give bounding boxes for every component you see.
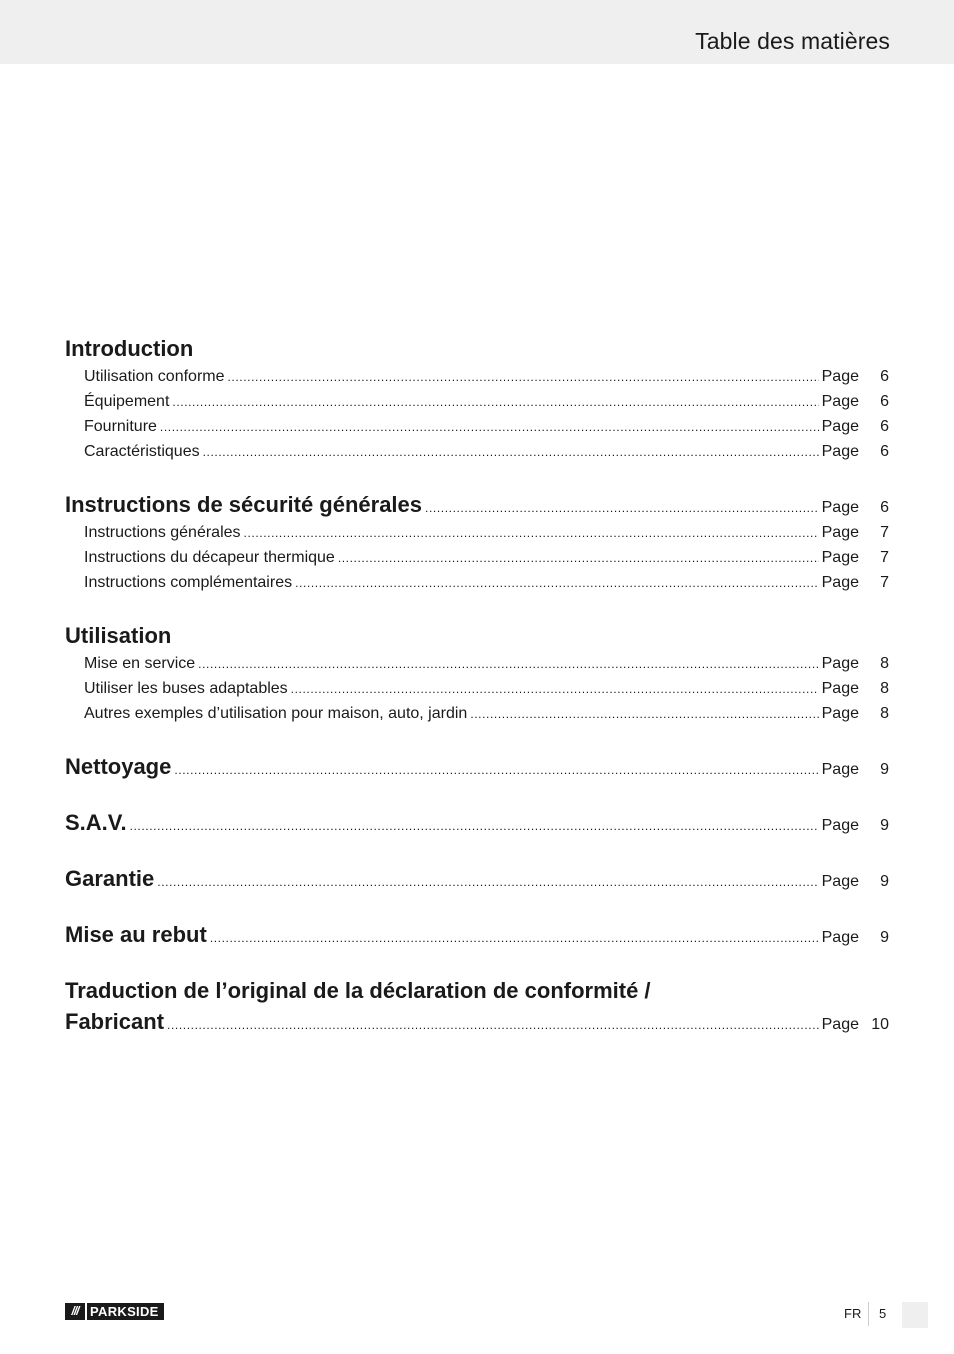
section-heading-row[interactable] [65, 751, 889, 782]
page-word: Page [821, 761, 859, 778]
table-of-contents [65, 333, 889, 1037]
page-number: 6 [880, 368, 889, 385]
toc-entry[interactable] [65, 570, 889, 595]
toc-entry[interactable] [65, 520, 889, 545]
toc-entry[interactable] [65, 389, 889, 414]
toc-section-sav [65, 807, 889, 838]
logo-stripes: /// [65, 1303, 85, 1320]
dot-leader [295, 571, 819, 596]
page-number: 6 [880, 443, 889, 460]
dot-leader [470, 702, 818, 727]
toc-section-introduction [65, 333, 889, 464]
dot-leader [167, 1010, 819, 1041]
logo-brand-text: PARKSIDE [85, 1303, 164, 1320]
dot-leader [130, 811, 819, 842]
section-heading: Nettoyage [65, 754, 172, 779]
page-number: 7 [880, 549, 889, 566]
section-heading-row[interactable] [65, 807, 889, 838]
dot-leader [228, 365, 819, 390]
toc-entry[interactable] [65, 701, 889, 726]
section-heading: S.A.V. [65, 810, 127, 835]
toc-section-declaration [65, 975, 889, 1037]
dot-leader [210, 923, 819, 954]
toc-section-nettoyage [65, 751, 889, 782]
toc-entry[interactable] [65, 651, 889, 676]
section-heading: Instructions de sécurité générales [65, 492, 423, 517]
toc-entry-label: Autres exemples d’utilisation pour maison, auto, jardin [84, 705, 468, 722]
section-heading-continued: Fabricant [65, 1009, 165, 1034]
section-heading-row[interactable] [65, 1006, 889, 1037]
dot-leader [425, 493, 819, 524]
section-heading: Garantie [65, 866, 155, 891]
page-number: 7 [880, 524, 889, 541]
section-heading-row[interactable] [65, 489, 889, 520]
dot-leader [203, 440, 819, 465]
page-number: 6 [880, 418, 889, 435]
toc-entry[interactable] [65, 545, 889, 570]
footer-divider [868, 1302, 869, 1326]
page-word: Page [821, 1016, 859, 1033]
page-word: Page [821, 655, 859, 672]
dot-leader [160, 415, 819, 440]
parkside-logo [65, 1303, 164, 1320]
page-number: 6 [880, 499, 889, 516]
page-word: Page [821, 680, 859, 697]
page-number: 9 [880, 761, 889, 778]
page-word: Page [821, 368, 859, 385]
toc-entry-label: Instructions du décapeur thermique [84, 549, 335, 566]
page-number: 8 [880, 680, 889, 697]
page-number: 8 [880, 705, 889, 722]
dot-leader [198, 652, 818, 677]
toc-entry[interactable] [65, 414, 889, 439]
page-word: Page [821, 873, 859, 890]
page-word: Page [821, 524, 859, 541]
section-heading-row[interactable] [65, 863, 889, 894]
toc-entry[interactable] [65, 364, 889, 389]
toc-entry-label: Fourniture [84, 418, 157, 435]
toc-entry-label: Utilisation conforme [84, 368, 225, 385]
toc-section-mise-au-rebut [65, 919, 889, 950]
dot-leader [174, 755, 818, 786]
page-word: Page [821, 817, 859, 834]
footer-tab-marker [902, 1302, 928, 1328]
page-number: 10 [871, 1016, 889, 1033]
dot-leader [338, 546, 819, 571]
page-word: Page [821, 418, 859, 435]
section-heading[interactable]: Introduction [65, 336, 194, 361]
dot-leader [172, 390, 818, 415]
page-word: Page [821, 549, 859, 566]
section-heading-row[interactable] [65, 919, 889, 950]
dot-leader [157, 867, 818, 898]
header-bar [0, 0, 954, 64]
toc-section-safety [65, 489, 889, 595]
toc-section-garantie [65, 863, 889, 894]
dot-leader [244, 521, 819, 546]
toc-entry[interactable] [65, 439, 889, 464]
page-title: Table des matières [695, 28, 890, 54]
page-number: 9 [880, 873, 889, 890]
page-number: 7 [880, 574, 889, 591]
page-word: Page [821, 499, 859, 516]
toc-entry-label: Instructions générales [84, 524, 241, 541]
page-number: 8 [880, 655, 889, 672]
footer-page-number: 5 [879, 1306, 887, 1321]
page-word: Page [821, 929, 859, 946]
page-number: 6 [880, 393, 889, 410]
page-number: 9 [880, 817, 889, 834]
toc-section-utilisation [65, 620, 889, 726]
page-word: Page [821, 393, 859, 410]
toc-entry-label: Mise en service [84, 655, 196, 672]
toc-entry-label: Caractéristiques [84, 443, 200, 460]
section-heading[interactable]: Traduction de l’original de la déclaration de conformité / [65, 978, 651, 1003]
page-word: Page [821, 443, 859, 460]
page-number: 9 [880, 929, 889, 946]
toc-entry[interactable] [65, 676, 889, 701]
language-code: FR [844, 1306, 862, 1321]
section-heading: Mise au rebut [65, 922, 207, 947]
page-word: Page [821, 705, 859, 722]
toc-entry-label: Utiliser les buses adaptables [84, 680, 288, 697]
toc-entry-label: Instructions complémentaires [84, 574, 293, 591]
page-word: Page [821, 574, 859, 591]
toc-entry-label: Équipement [84, 393, 170, 410]
section-heading[interactable]: Utilisation [65, 623, 172, 648]
dot-leader [291, 677, 819, 702]
